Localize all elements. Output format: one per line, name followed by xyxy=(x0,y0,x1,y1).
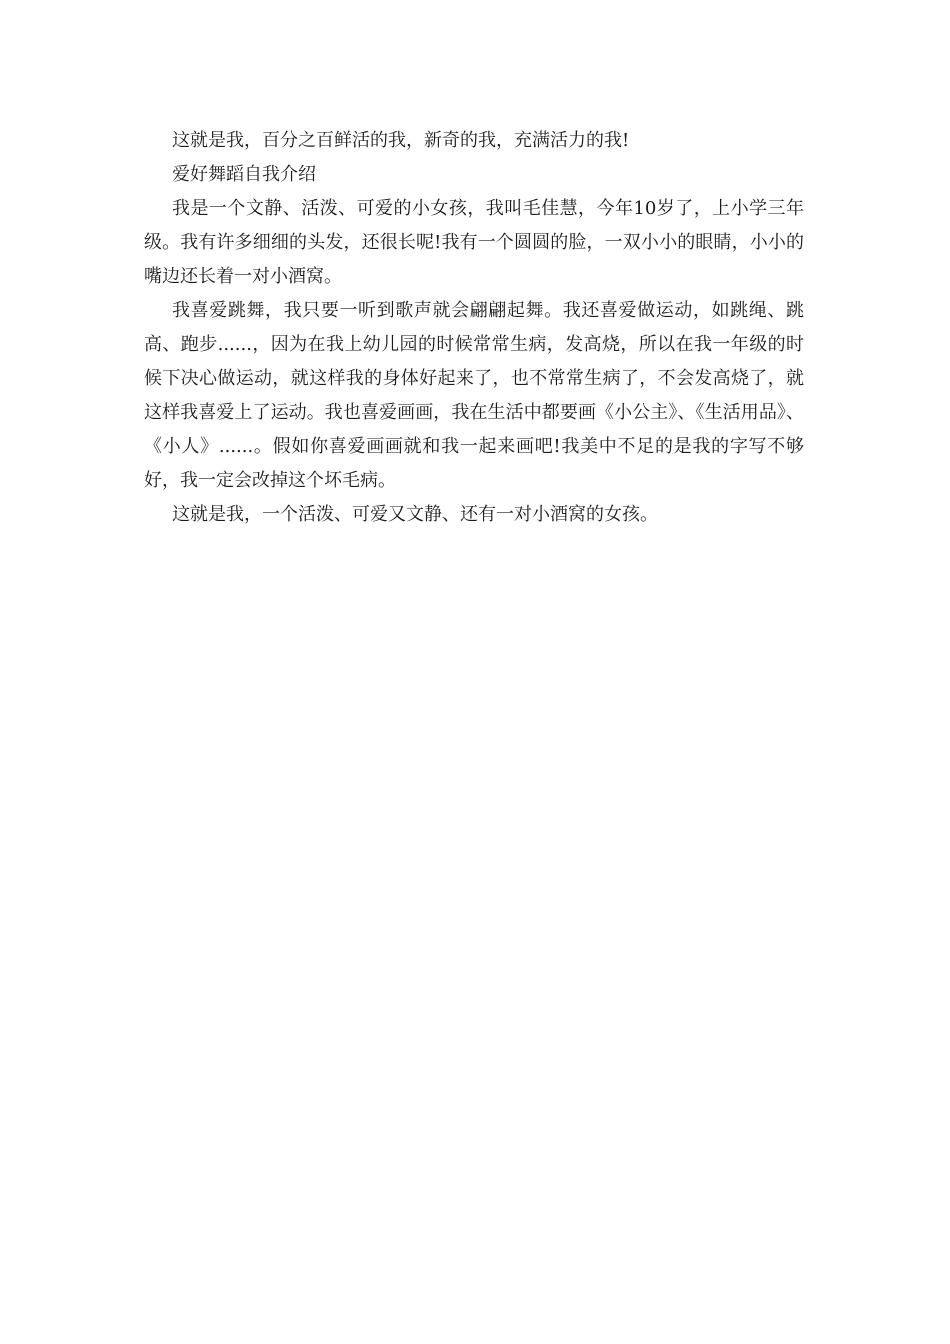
section-title: 爱好舞蹈自我介绍 xyxy=(172,164,316,185)
paragraph-self-description: 我是一个文静、活泼、可爱的小女孩，我叫毛佳慧，今年10岁了，上小学三年级。我有许多细细的头发，还很长呢!我有一个圆圆的脸，一双小小的眼睛，小小的嘴边还长着一对小酒窝。 xyxy=(144,198,804,287)
intro-closing-paragraph: 这就是我，百分之百鲜活的我，新奇的我，充满活力的我! xyxy=(172,130,630,151)
paragraph-hobbies: 我喜爱跳舞，我只要一听到歌声就会翩翩起舞。我还喜爱做运动，如跳绳、跳高、跑步......，因为在我上幼儿园的时候常常生病，发高烧，所以在我一年级的时候下决心做运动，就这样我的身体好起来了，也不常常生病了，不会发高烧了，就这样我喜爱上了运动。我也喜爱画画，我在生活中都要画《小公主》、《生活用品》、《小人》......。假如你喜爱画画就和我一起来画吧!我美中不足的是我的字写不够好，我一定会改掉这个坏毛病。 xyxy=(144,300,804,491)
paragraph-conclusion: 这就是我，一个活泼、可爱又文静、还有一对小酒窝的女孩。 xyxy=(172,504,658,525)
document-body xyxy=(144,124,804,532)
